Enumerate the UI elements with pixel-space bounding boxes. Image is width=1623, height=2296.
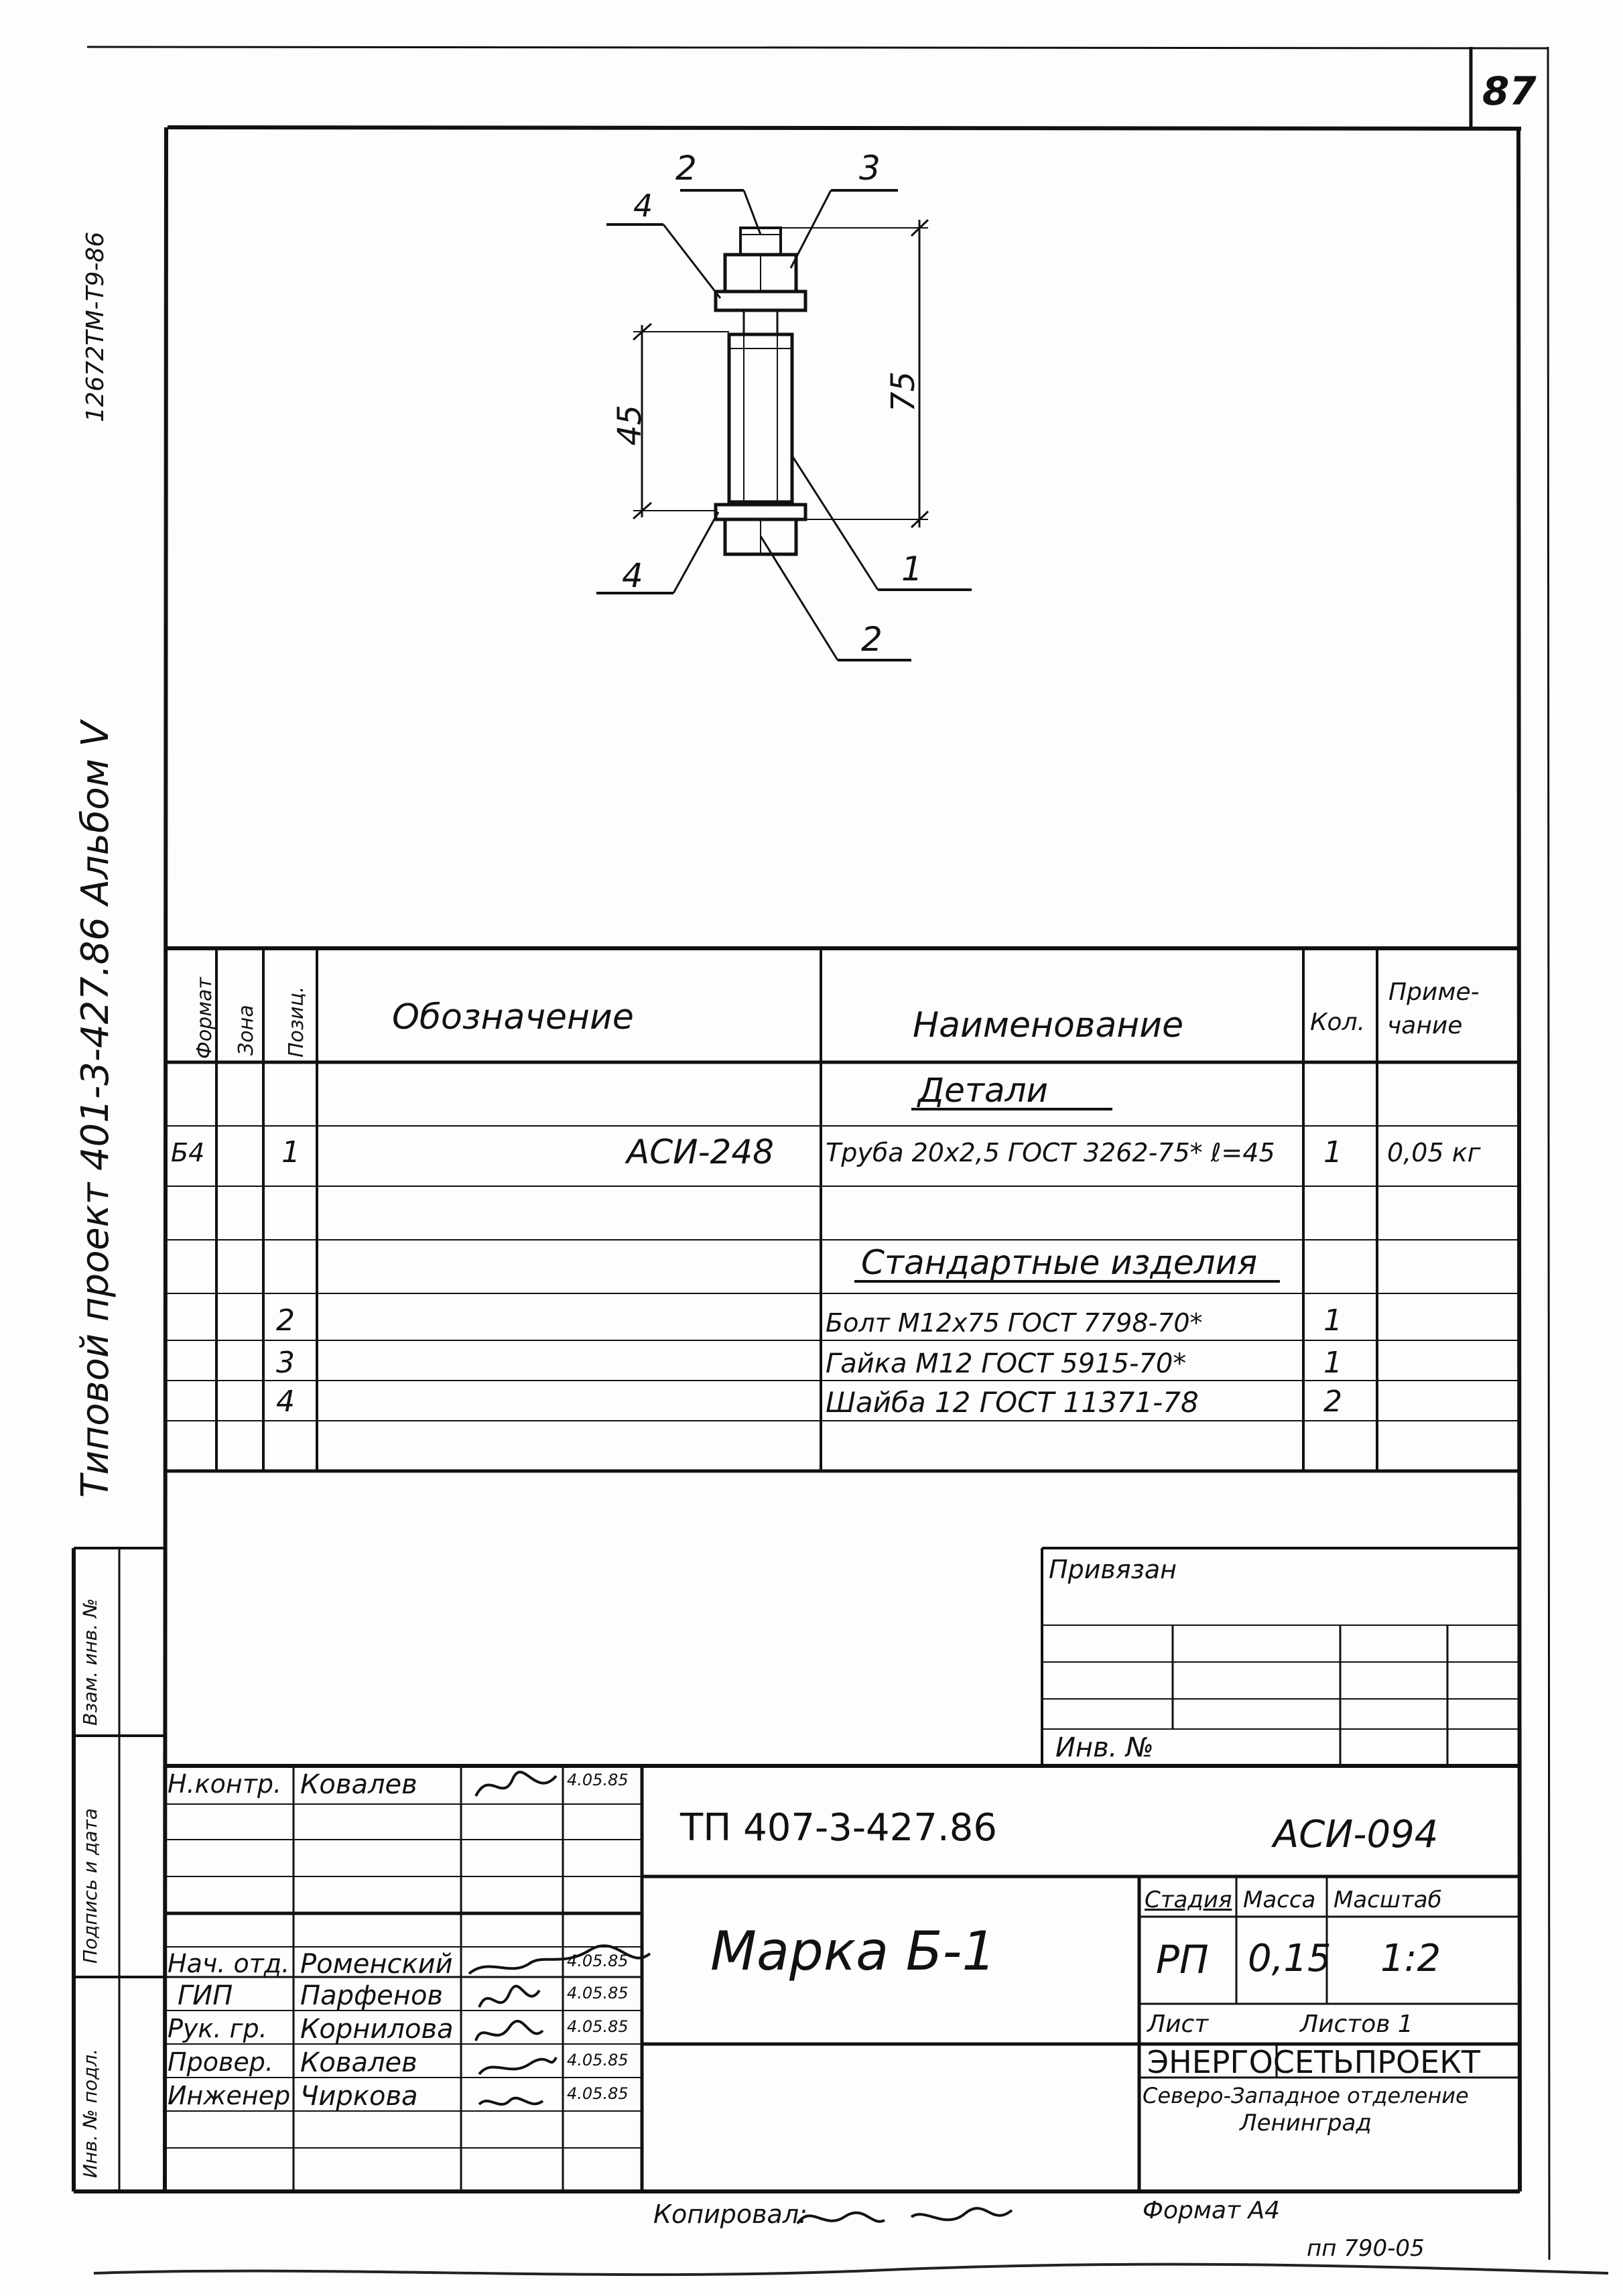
date-dept-head: 4.05.85 — [567, 1952, 629, 1970]
item-title: Марка Б-1 — [710, 1920, 996, 1982]
dimension-75: 75 — [885, 371, 922, 412]
name-dept-head: Роменский — [300, 1949, 453, 1980]
header-format: Формат — [193, 977, 216, 1059]
organization-department: Северо-Западное отделение — [1143, 2083, 1469, 2108]
row3-name: Гайка М12 ГОСТ 5915-70* — [826, 1348, 1187, 1379]
header-position: Позиц. — [285, 986, 308, 1058]
role-group-lead: Рук. гр. — [168, 2014, 267, 2043]
signature-group-lead — [476, 2021, 543, 2041]
callout-3: 3 — [859, 149, 881, 188]
row4-name: Шайба 12 ГОСТ 11371-78 — [826, 1386, 1199, 1419]
date-checker: 4.05.85 — [567, 2051, 629, 2069]
privyazan-label: Привязан — [1049, 1555, 1177, 1584]
header-zone: Зона — [235, 1005, 258, 1056]
row3-pos: 3 — [276, 1346, 295, 1380]
signature-chief-engineer — [479, 1986, 539, 2007]
row1-note: 0,05 кг — [1387, 1138, 1481, 1167]
section-standard: Стандартные изделия — [861, 1243, 1258, 1282]
mass-label: Масса — [1243, 1887, 1316, 1913]
scale-label: Масштаб — [1334, 1887, 1442, 1913]
organization-city: Ленинград — [1240, 2110, 1372, 2136]
sheets-label: Листов 1 — [1300, 2011, 1413, 2038]
header-name: Наименование — [913, 1005, 1184, 1045]
paper-format: Формат А4 — [1143, 2197, 1281, 2224]
row1-name: Труба 20х2,5 ГОСТ 3262-75* ℓ=45 — [826, 1138, 1275, 1167]
callout-2-bottom: 2 — [861, 620, 883, 659]
inv-number-label: Инв. № — [1055, 1732, 1154, 1763]
date-norm-control: 4.05.85 — [567, 1771, 629, 1789]
sheet-label: Лист — [1147, 2011, 1209, 2038]
sign-date-label: Подпись и дата — [79, 1808, 101, 1964]
signature-engineer — [479, 2098, 543, 2104]
document-number: ТП 407-3-427.86 — [680, 1806, 997, 1850]
name-chief-engineer: Парфенов — [300, 1980, 443, 2011]
project-title: Типовой проект 401-3-427.86 Альбом V — [74, 721, 117, 1498]
header-qty: Кол. — [1310, 1009, 1366, 1036]
row1-format: Б4 — [171, 1138, 205, 1167]
date-chief-engineer: 4.05.85 — [567, 1984, 629, 2002]
copyist-signature — [791, 2197, 1032, 2244]
name-checker: Ковалев — [300, 2047, 417, 2078]
row2-pos: 2 — [276, 1303, 295, 1338]
signature-checker — [479, 2057, 556, 2074]
name-norm-control: Ковалев — [300, 1769, 417, 1800]
callout-4-top: 4 — [633, 188, 653, 224]
callout-1: 1 — [901, 550, 923, 588]
row1-qty: 1 — [1323, 1135, 1342, 1169]
dimension-45: 45 — [611, 404, 649, 446]
bolt-assembly-drawing — [596, 190, 972, 660]
form-code: пп 790-05 — [1307, 2235, 1425, 2262]
signature-norm-control — [476, 1772, 556, 1796]
row1-pos: 1 — [281, 1135, 300, 1169]
archive-number: 12672ТМ-Т9-86 — [82, 231, 109, 422]
row2-name: Болт М12х75 ГОСТ 7798-70* — [826, 1308, 1203, 1338]
row1-designation: АСИ-248 — [627, 1133, 774, 1171]
row3-qty: 1 — [1323, 1346, 1342, 1380]
inv-original-label: Инв. № подл. — [79, 2048, 101, 2178]
page-number: 87 — [1482, 68, 1537, 114]
mass-value: 0,15 — [1248, 1937, 1332, 1980]
role-checker: Провер. — [168, 2047, 273, 2077]
name-engineer: Чиркова — [300, 2081, 418, 2112]
stage-label: Стадия — [1145, 1887, 1232, 1913]
row2-qty: 1 — [1323, 1303, 1342, 1338]
organization-name: ЭНЕРГОСЕТЬПРОЕКТ — [1147, 2044, 1480, 2080]
header-note-2: чание — [1387, 1012, 1463, 1039]
role-chief-engineer: ГИП — [178, 1980, 233, 2011]
document-code: АСИ-094 — [1273, 1813, 1439, 1856]
date-engineer: 4.05.85 — [567, 2084, 629, 2103]
role-norm-control: Н.контр. — [168, 1769, 282, 1799]
callout-4-bottom: 4 — [622, 556, 643, 595]
row4-pos: 4 — [276, 1385, 295, 1419]
name-group-lead: Корнилова — [300, 2014, 454, 2045]
date-group-lead: 4.05.85 — [567, 2017, 629, 2036]
scale-value: 1:2 — [1380, 1937, 1441, 1980]
stage-value: РП — [1156, 1937, 1209, 1982]
section-details: Детали — [918, 1071, 1049, 1110]
signature-dept-head — [469, 1946, 650, 1974]
role-engineer: Инженер — [168, 2081, 291, 2110]
copied-by-label: Копировал: — [653, 2199, 807, 2229]
header-note-1: Приме- — [1388, 978, 1480, 1006]
header-designation: Обозначение — [392, 997, 634, 1037]
replace-inv-label: Взам. инв. № — [79, 1598, 101, 1726]
callout-2-top: 2 — [675, 149, 697, 188]
role-dept-head: Нач. отд. — [168, 1949, 290, 1978]
row4-qty: 2 — [1323, 1385, 1342, 1419]
